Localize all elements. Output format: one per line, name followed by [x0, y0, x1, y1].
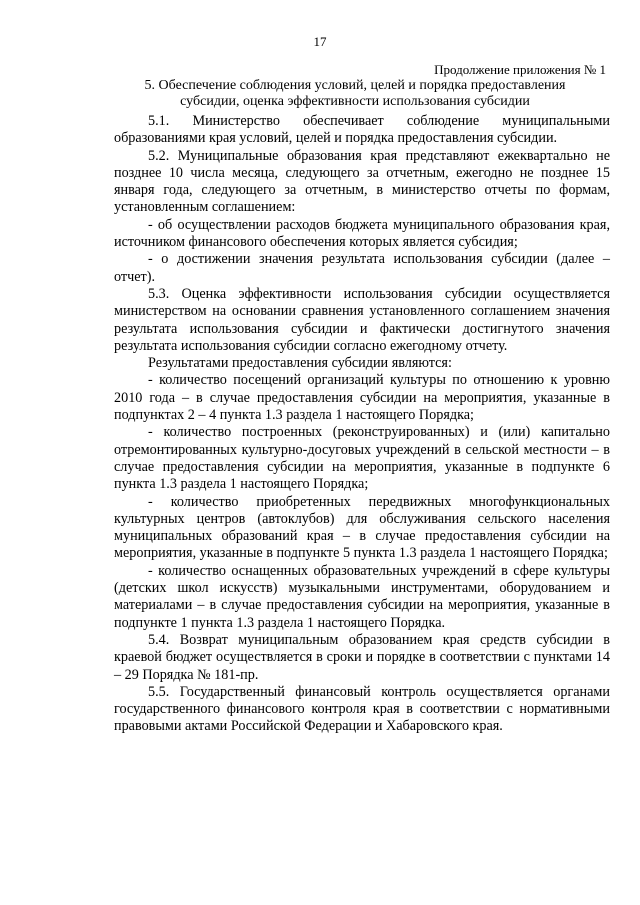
page-number: 17 [313, 34, 327, 49]
list-item: - о достижении значения результата использования субсидии (далее – отчет). [114, 251, 610, 285]
list-item: - количество посещений организаций культуры по отношению к уровню 2010 года – в случае предоставления субсидии на мероприятия, указанные в подпунктах 2 – 4 пункта 1.3 раздела 1 настоящего Порядка; [114, 372, 610, 424]
section-title [100, 78, 610, 110]
section-title-line: субсидии, оценка эффективности использования субсидии [180, 94, 530, 109]
paragraph-5-4: 5.4. Возврат муниципальным образованием края средств субсидии в краевой бюджет осуществляется в сроки и порядке в соответствии с пунктами 14 – 29 Порядка № 181-пр. [114, 631, 610, 683]
section-title-line: 5. Обеспечение соблюдения условий, целей и порядка предоставления [144, 78, 566, 93]
list-item: - количество построенных (реконструированных) и (или) капитально отремонтированных культурно-досуговых учреждений в сельской местности – в случае предоставления субсидии на мероприятия, указанные в подпункте 6 пункта 1.3 раздела 1 настоящего Порядка; [114, 424, 610, 493]
paragraph-5-3: 5.3. Оценка эффективности использования субсидии осуществляется министерством на основании сравнения установленного соглашением значения результата использования субсидии и фактически достигнутого значения результата использования субсидии согласно ежегодному отчету. [114, 285, 610, 354]
document-body [114, 113, 610, 736]
list-item: - количество оснащенных образовательных учреждений в сфере культуры (детских школ искусств) музыкальными инструментами, оборудованием и материалами – в случае предоставления субсидии на мероприятия, указанные в подпункте 1 пункта 1.3 раздела 1 настоящего Порядка. [114, 562, 610, 631]
appendix-continuation-label: Продолжение приложения № 1 [434, 62, 606, 77]
paragraph-5-5: 5.5. Государственный финансовый контроль осуществляется органами государственного финансового контроля края в соответствии с нормативными правовыми актами Российской Федерации и Хабаровского края. [114, 683, 610, 735]
paragraph-5-2: 5.2. Муниципальные образования края представляют ежеквартально не позднее 10 числа месяца, следующего за отчетным, ежегодно не позднее 15 января года, следующего за отчетным, в министерство отчеты по формам, установленным соглашением: [114, 147, 610, 216]
list-item: - количество приобретенных передвижных многофункциональных культурных центров (автоклубов) для обслуживания сельского населения муниципальных образований края – в случае предоставления субсидии на мероприятия, указанные в подпункте 5 пункта 1.3 раздела 1 настоящего Порядка; [114, 493, 610, 562]
list-item: - об осуществлении расходов бюджета муниципального образования края, источником финансового обеспечения которых является субсидия; [114, 216, 610, 251]
results-intro: Результатами предоставления субсидии являются: [148, 355, 452, 372]
paragraph-5-1: 5.1. Министерство обеспечивает соблюдение муниципальными образованиями края условий, целей и порядка предоставления субсидии. [114, 113, 610, 147]
